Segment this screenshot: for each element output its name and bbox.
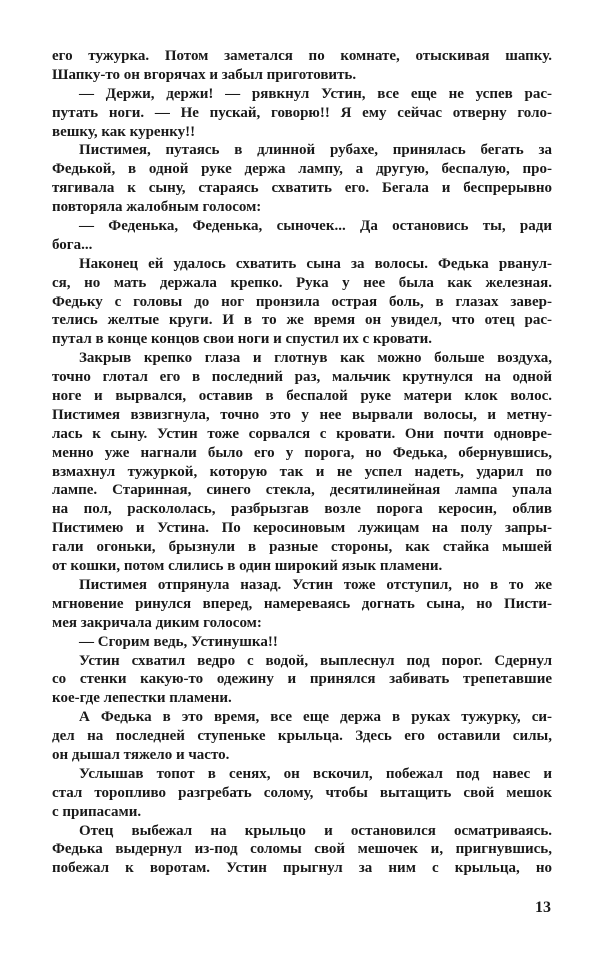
text-line: лампе. Старинная, синего стекла, десятилинейная лампа упала xyxy=(52,482,552,499)
text-line: Пистимея, путаясь в длинной рубахе, принялась бегать за xyxy=(79,142,552,159)
text-line: тягивала к сыну, стараясь схватить его. Бегала и беспрерывно xyxy=(52,180,552,197)
paragraph xyxy=(52,141,552,217)
text-line: — Сгорим ведь, Устинушка!! xyxy=(79,633,278,650)
text-line: взмахнул тужуркой, которую так и не успел надеть, ударил по xyxy=(52,463,552,480)
book-page-text xyxy=(52,47,552,878)
paragraph xyxy=(52,822,552,879)
text-line: Закрыв крепко глаза и глотнув как можно больше воздуха, xyxy=(79,350,552,367)
text-line: точно глотал его в последний раз, мальчик крутнулся на одной xyxy=(52,369,552,386)
text-line: дел на последней ступеньке крыльца. Здесь его оставили силы, xyxy=(52,728,552,745)
text-line: лась к сыну. Устин тоже сорвался с кровати. Они почти одновре- xyxy=(52,425,552,442)
text-line: Шапку-то он вгорячах и забыл приготовить. xyxy=(52,66,357,83)
text-line: повторяла жалобным голосом: xyxy=(52,199,262,216)
paragraph xyxy=(52,85,552,142)
text-line: Пистимея отпрянула назад. Устин тоже отступил, но в то же xyxy=(79,576,552,593)
text-line: гали огоньки, брызнули в разные стороны, как стайка мышей xyxy=(52,539,552,556)
text-line: вешку, как куренку!! xyxy=(52,123,196,140)
text-line: путал в конце концов свои ноги и спустил их с кровати. xyxy=(52,331,433,348)
paragraph xyxy=(52,47,552,85)
text-line: со стенки какую-то одежину и принялся забивать трепетавшие xyxy=(52,671,552,688)
text-line: стал торопливо разгребать солому, чтобы вытащить свой мешок xyxy=(52,784,552,801)
text-line: на пол, раскололась, разбрызгав возле порога керосин, облив xyxy=(52,501,552,518)
text-line: — Феденька, Феденька, сыночек... Да остановись ты, ради xyxy=(79,218,552,235)
text-line: ноге и вырвался, оставив в беспалой руке матери клок волос. xyxy=(52,388,552,405)
text-line: путать ноги. — Не пускай, говорю!! Я ему сейчас отверну голо- xyxy=(52,104,552,121)
text-line: Устин схватил ведро с водой, выплеснул под порог. Сдернул xyxy=(79,652,552,669)
paragraph xyxy=(52,633,552,652)
text-line: его тужурка. Потом заметался по комнате, отыскивая шапку. xyxy=(52,48,552,64)
text-line: побежал к воротам. Устин прыгнул за ним с крыльца, но xyxy=(52,860,552,877)
text-line: ся, но мать держала крепко. Рука у нее была как железная. xyxy=(52,274,552,291)
text-line: мгновение ринулся вперед, намереваясь догнать сына, но Писти- xyxy=(52,595,552,612)
text-line: Отец выбежал на крыльцо и остановился осматриваясь. xyxy=(79,822,552,839)
paragraph xyxy=(52,765,552,822)
paragraph xyxy=(52,576,552,633)
text-line: бога... xyxy=(52,236,93,253)
text-line: Федька выдернул из-под соломы свой мешочек и, пригнувшись, xyxy=(52,841,552,858)
paragraph xyxy=(52,708,552,765)
text-line: кое-где лепестки пламени. xyxy=(52,690,232,707)
paragraph xyxy=(52,217,552,255)
text-line: Федькой, в одной руке держа лампу, а другую, беспалую, про- xyxy=(52,161,552,178)
text-line: Наконец ей удалось схватить сына за волосы. Федька рванул- xyxy=(79,255,552,272)
text-line: — Держи, держи! — рявкнул Устин, все еще не успев рас- xyxy=(79,85,552,102)
text-line: телись желтые круги. И в то же время он увидел, что отец рас- xyxy=(52,312,552,329)
text-line: менно уже нагнали было его у порога, но Федька, обернувшись, xyxy=(52,444,552,461)
text-line: он дышал тяжело и часто. xyxy=(52,746,230,763)
text-line: мея закричала диким голосом: xyxy=(52,614,262,631)
text-line: с припасами. xyxy=(52,803,142,820)
text-line: Пистимея взвизгнула, точно это у нее вырвали волосы, и метну- xyxy=(52,406,552,423)
paragraph xyxy=(52,255,552,349)
paragraph xyxy=(52,349,552,576)
text-line: А Федька в это время, все еще держа в руках тужурку, си- xyxy=(79,709,552,726)
text-line: Федьку с головы до ног пронзила острая боль, в глазах завер- xyxy=(52,293,552,310)
text-line: Пистимею и Устина. По керосиновым лужицам на полу запры- xyxy=(52,520,552,537)
text-line: Услышав топот в сенях, он вскочил, побежал под навес и xyxy=(79,765,552,782)
page-number: 13 xyxy=(535,899,551,916)
text-line: от кошки, потом слились в один широкий язык пламени. xyxy=(52,558,443,575)
paragraph xyxy=(52,652,552,709)
